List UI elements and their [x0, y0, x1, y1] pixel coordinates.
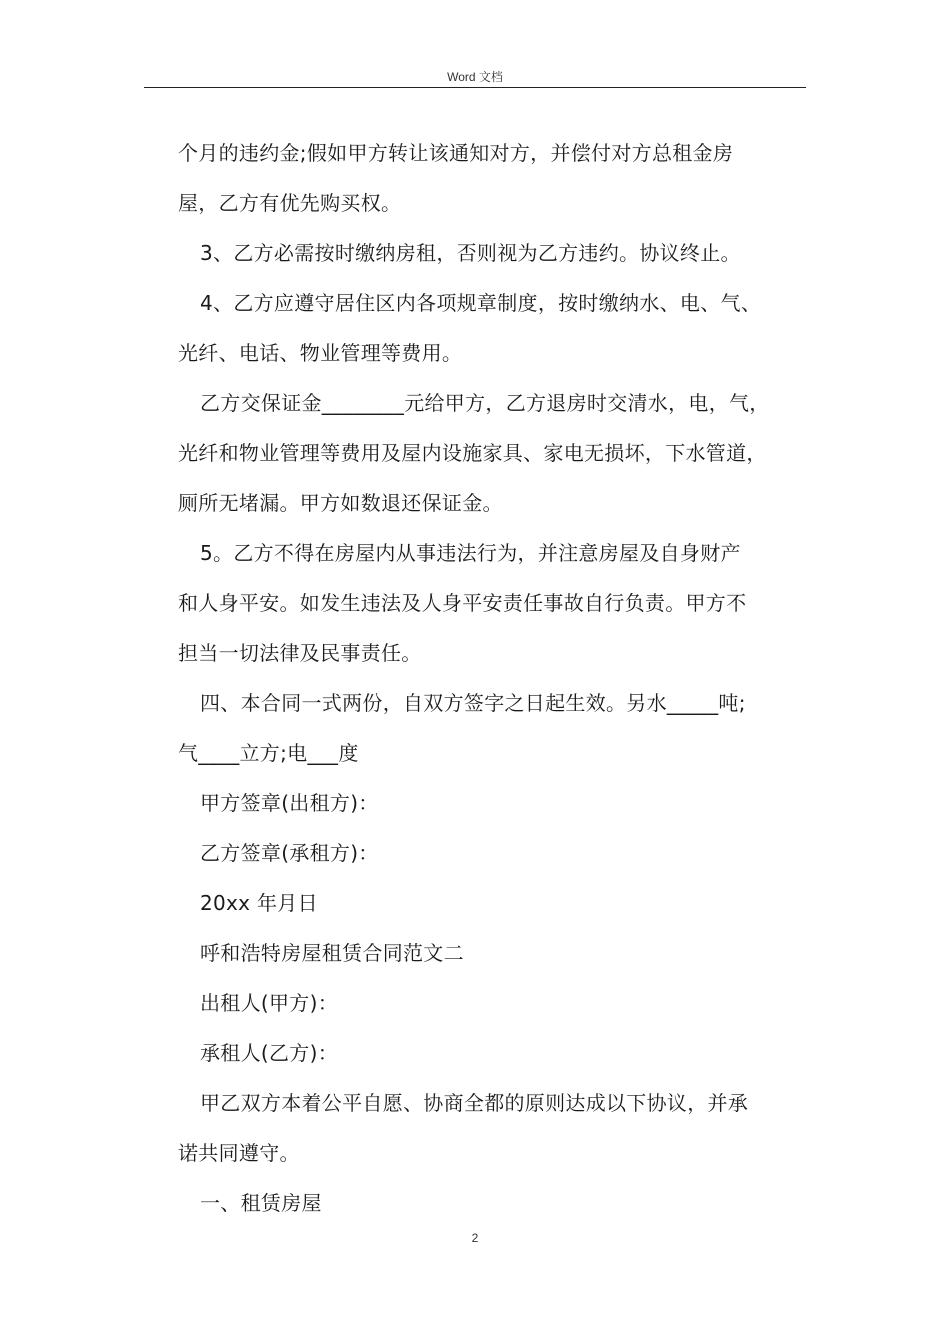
header-divider	[144, 87, 806, 88]
paragraph-line: 光纤、电话、物业管理等费用。	[178, 341, 463, 365]
clause-heading: 一、租赁房屋	[200, 1191, 322, 1215]
signature-party-b: 乙方签章(承租方)：	[200, 841, 379, 865]
paragraph-line: 个月的违约金;假如甲方转让该通知对方，并偿付对方总租金房	[178, 141, 734, 165]
lessee-label: 承租人(乙方)：	[200, 1041, 339, 1065]
document-header: Word 文档	[447, 70, 503, 84]
lessor-label: 出租人(甲方)：	[200, 991, 339, 1015]
document-body	[178, 128, 816, 1228]
page-number: 2	[471, 1231, 479, 1245]
paragraph-line: 3、乙方必需按时缴纳房租，否则视为乙方违约。协议终止。	[200, 241, 741, 265]
section-title: 呼和浩特房屋租赁合同范文二	[200, 941, 464, 965]
paragraph-line: 甲乙双方本着公平自愿、协商全都的原则达成以下协议，并承	[200, 1091, 749, 1115]
paragraph-line: 4、乙方应遵守居住区内各项规章制度，按时缴纳水、电、气、	[200, 291, 762, 315]
paragraph-line: 屋，乙方有优先购买权。	[178, 191, 402, 215]
paragraph-line: 气____立方;电___度	[178, 741, 359, 765]
paragraph-line: 光纤和物业管理等费用及屋内设施家具、家电无损坏，下水管道，	[178, 441, 767, 465]
paragraph-line: 四、本合同一式两份，自双方签字之日起生效。另水_____吨;	[200, 691, 746, 715]
paragraph-line: 厕所无堵漏。甲方如数退还保证金。	[178, 491, 503, 515]
paragraph-line: 乙方交保证金________元给甲方，乙方退房时交清水，电，气，	[200, 391, 770, 415]
signature-date: 20xx 年月日	[200, 891, 318, 915]
paragraph-line: 和人身平安。如发生违法及人身平安责任事故自行负责。甲方不	[178, 591, 747, 615]
signature-party-a: 甲方签章(出租方)：	[200, 791, 379, 815]
paragraph-line: 5。乙方不得在房屋内从事违法行为，并注意房屋及自身财产	[200, 541, 741, 565]
paragraph-line: 担当一切法律及民事责任。	[178, 641, 422, 665]
paragraph-line: 诺共同遵守。	[178, 1141, 300, 1165]
